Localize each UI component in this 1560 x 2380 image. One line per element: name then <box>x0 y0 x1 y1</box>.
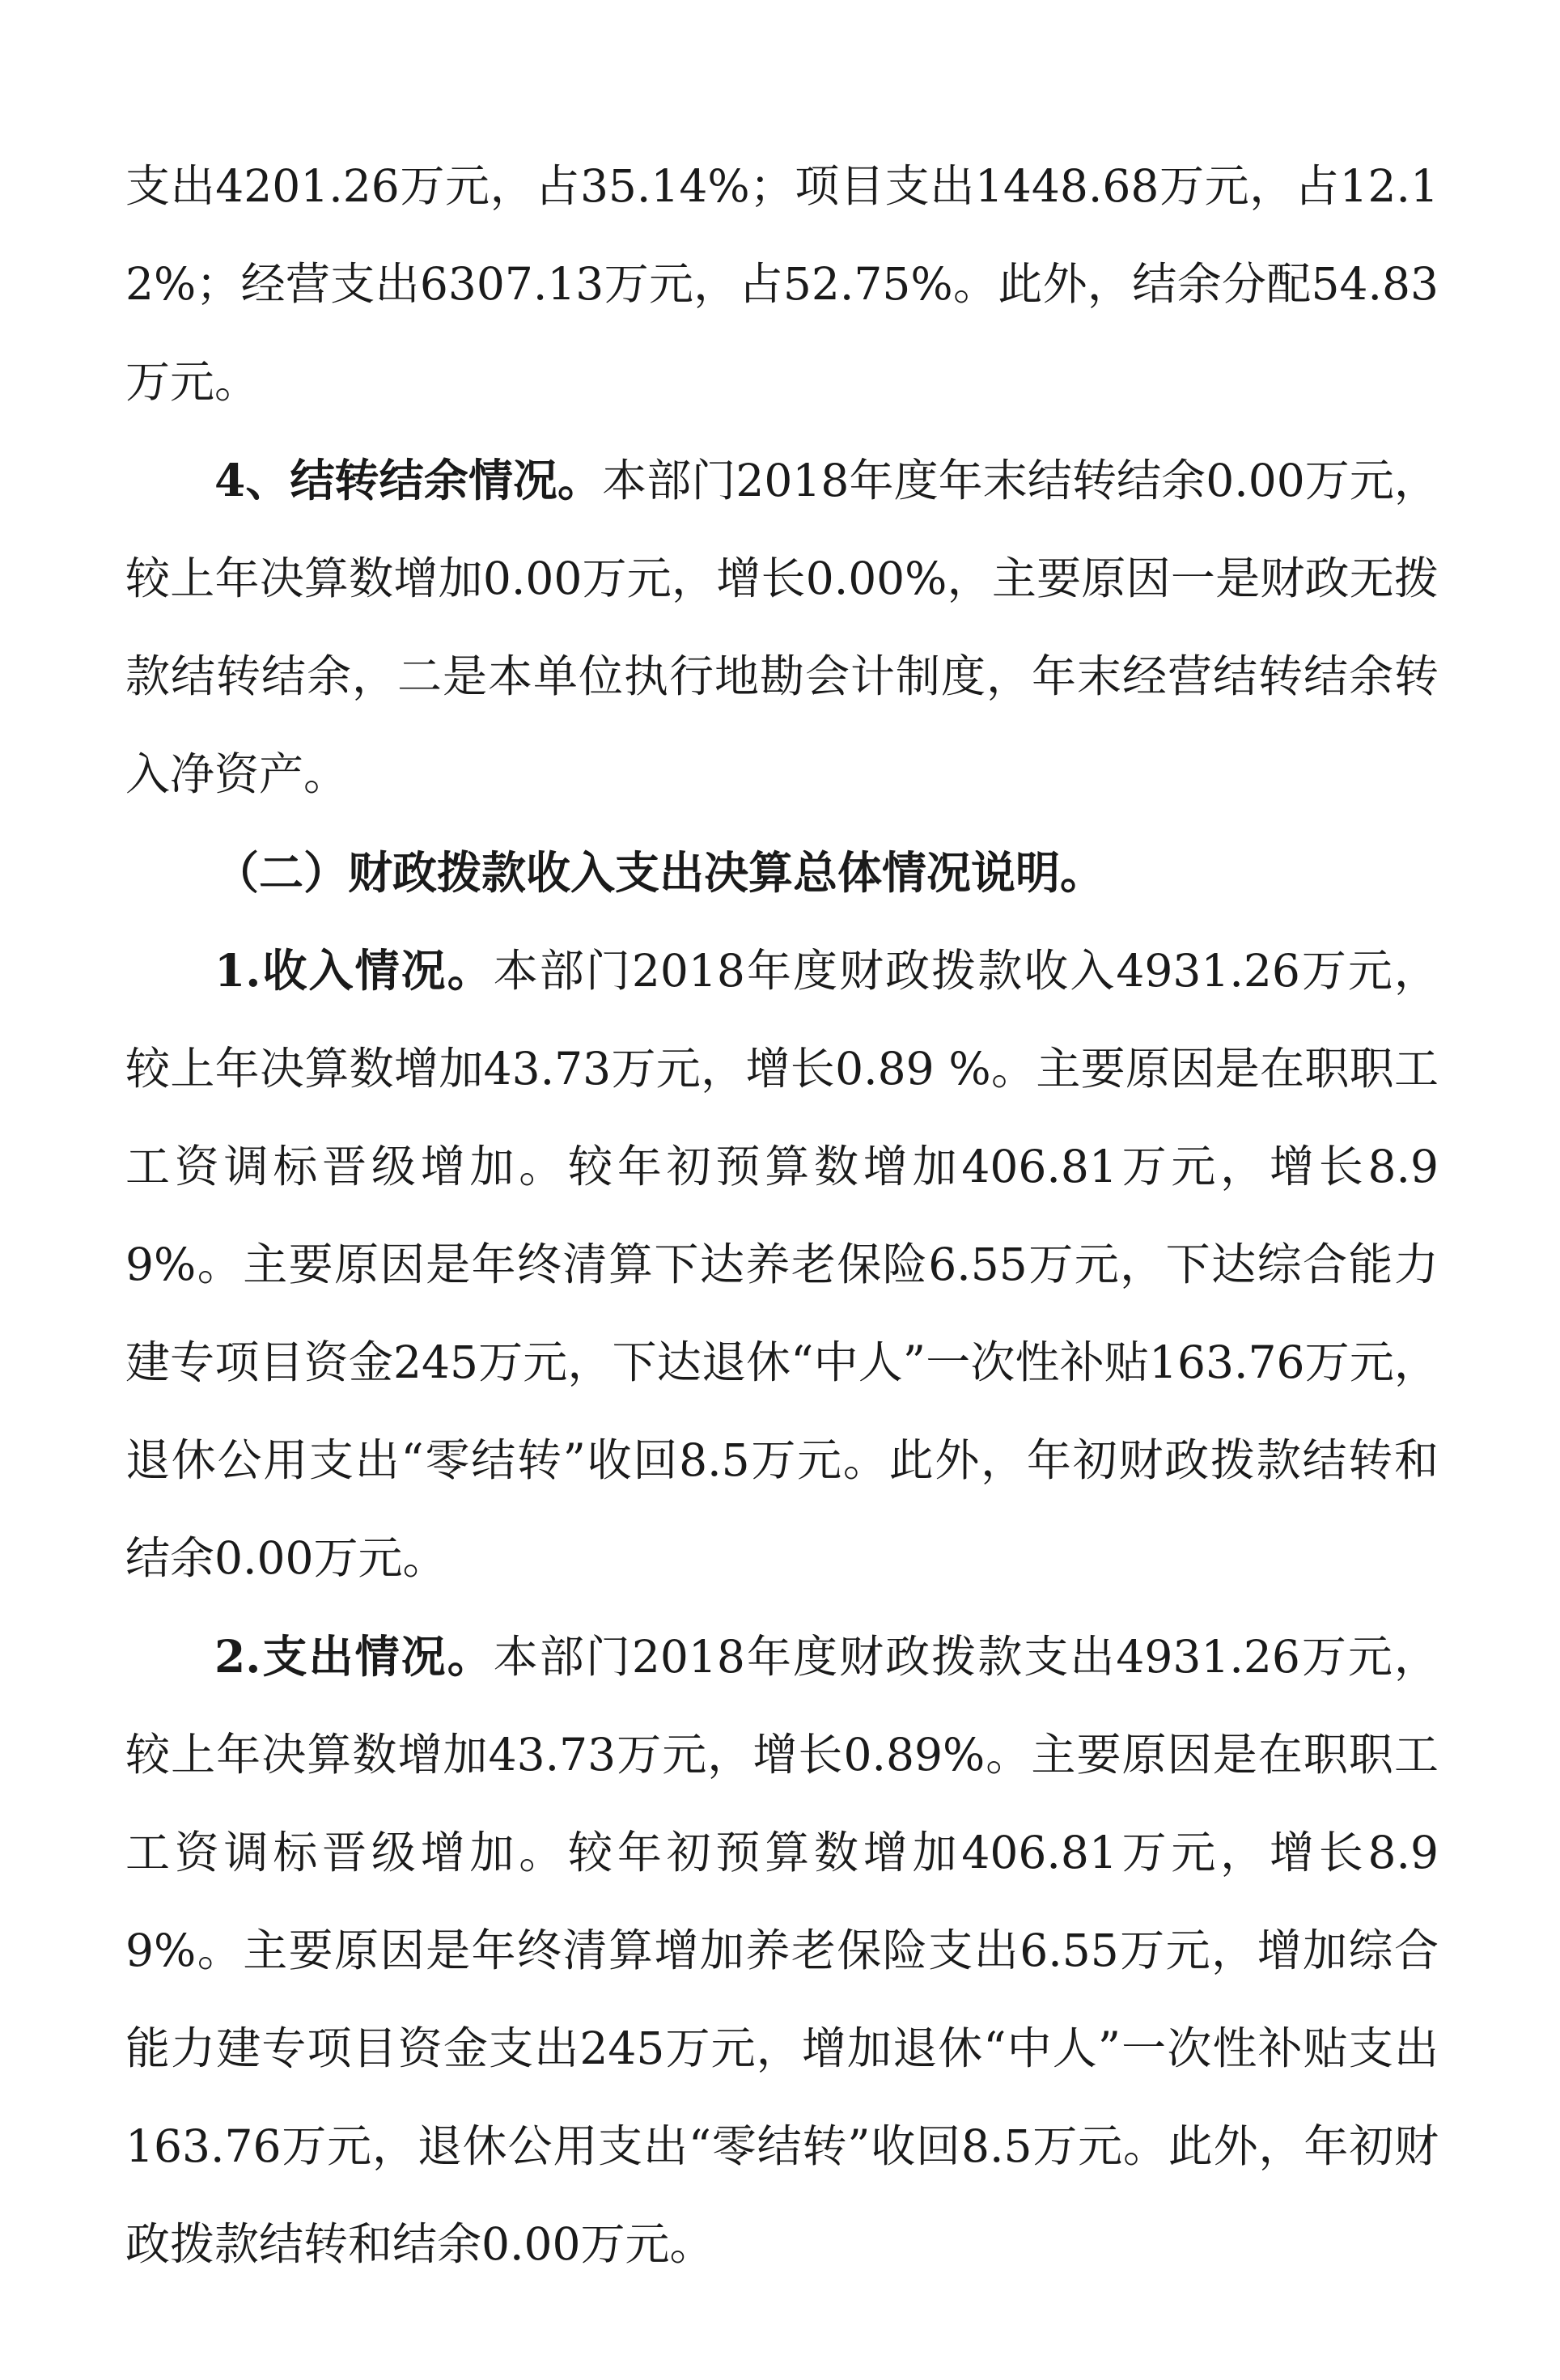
paragraph-heading: 4、结转结余情况。 <box>214 454 603 506</box>
paragraph-heading: 2.支出情况。 <box>214 1630 494 1683</box>
paragraph-text: 支出4201.26万元，占35.14%；项目支出1448.68万元，占12.12%；经营支出6307.13万元，占52.75%。此外，结余分配54.83万元。 <box>125 160 1439 408</box>
paragraph-text: 本部门2018年度财政拨款收入4931.26万元，较上年决算数增加43.73万元，增长0.89 %。主要原因是在职职工工资调标晋级增加。较年初预算数增加406.81万元，增长8.99%。主要原因是年终清算下达养老保险6.55万元，下达综合能力建专项目资金245万元，下达退休“中人”一次性补贴163.76万元，退休公用支出“零结转”收回8.5万元。此外，年初财政拨款结转和结余0.00万元。 <box>125 945 1439 1584</box>
paragraph-income <box>125 921 1439 1607</box>
paragraph-carryover-balance <box>125 431 1439 824</box>
paragraph-expenditure <box>125 1607 1439 2293</box>
paragraph-heading: 1.收入情况。 <box>214 944 494 997</box>
section-title: （二）财政拨款收入支出决算总体情况说明。 <box>214 846 1105 899</box>
paragraph-text: 本部门2018年度年末结转结余0.00万元，较上年决算数增加0.00万元，增长0.00%，主要原因一是财政无拨款结转结余，二是本单位执行地勘会计制度，年末经营结转结余转入净资产。 <box>125 455 1439 800</box>
paragraph-text: 本部门2018年度财政拨款支出4931.26万元，较上年决算数增加43.73万元，增长0.89%。主要原因是在职职工工资调标晋级增加。较年初预算数增加406.81万元，增长8.99%。主要原因是年终清算增加养老保险支出6.55万元，增加综合能力建专项目资金支出245万元，增加退休“中人”一次性补贴支出163.76万元，退休公用支出“零结转”收回8.5万元。此外，年初财政拨款结转和结余0.00万元。 <box>125 1631 1439 2270</box>
paragraph-expenditure-continued <box>125 138 1439 431</box>
